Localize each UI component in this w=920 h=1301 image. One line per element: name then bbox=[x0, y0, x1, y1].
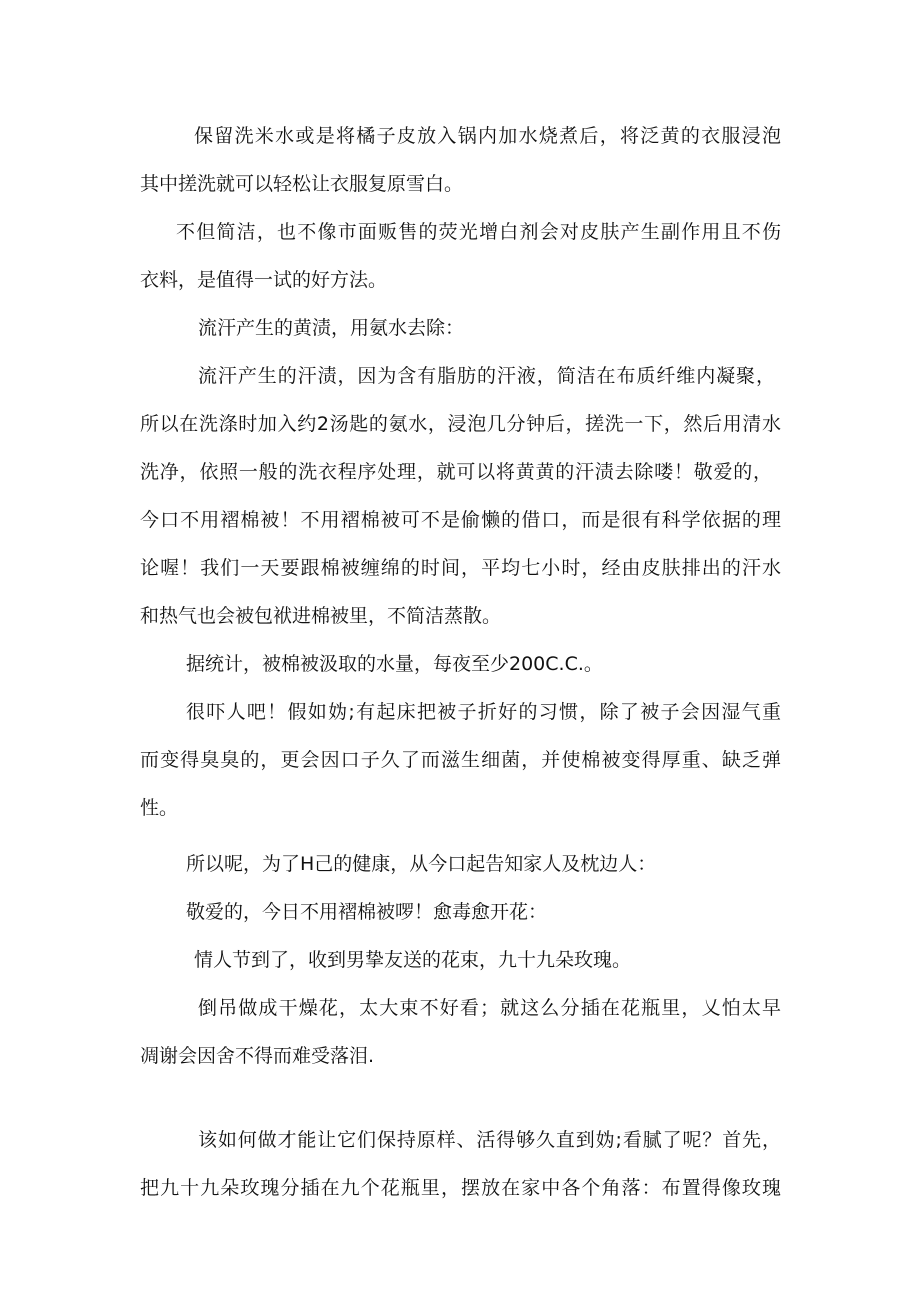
text-line: 性。 bbox=[140, 797, 179, 819]
text-line: 据统计，被棉被汲取的水量，每夜至少200C.C.。 bbox=[186, 653, 603, 675]
text-line: 把九十九朵玫瑰分插在九个花瓶里，摆放在家中各个角落：布置得像玫瑰 bbox=[140, 1177, 781, 1199]
text-line: 凋谢会因舍不得而难受落泪. bbox=[140, 1045, 375, 1067]
text-line: 很吓人吧！假如妫;有起床把被子折好的习惯，除了被子会因湿气重 bbox=[186, 701, 781, 723]
text-line: 衣料，是值得一试的好方法。 bbox=[140, 269, 388, 291]
text-line: 不但简洁，也不像市面贩售的荧光增白剂会对皮肤产生副作用且不伤 bbox=[176, 221, 781, 243]
text-line: 论喔！我们一天要跟棉被缠绵的时间，平均七小时，经由皮肤排出的汗水 bbox=[140, 557, 781, 579]
text-line: 敬爱的，今日不用褶棉被啰！愈毒愈开花： bbox=[186, 901, 548, 923]
text-line: 情人节到了，收到男挚友送的花束，九十九朵玫瑰。 bbox=[194, 949, 632, 971]
text-line: 所以呢，为了H己的健康，从今口起告知家人及枕边人： bbox=[186, 853, 657, 875]
text-line: 该如何做才能让它们保持原样、活得够久直到妫;看腻了呢？首先， bbox=[198, 1129, 781, 1151]
text-line: 今口不用褶棉被！不用褶棉被可不是偷懒的借口，而是很有科学依据的理 bbox=[140, 509, 781, 531]
text-line: 而变得臭臭的，更会因口子久了而滋生细菌，并使棉被变得厚重、缺乏弹 bbox=[140, 749, 781, 771]
text-line: 所以在洗涤时加入约2汤匙的氨水，浸泡几分钟后，搓洗一下，然后用清水 bbox=[140, 413, 781, 435]
text-line: 流汗产生的汗渍，因为含有脂肪的汗液，简洁在布质纤维内凝聚， bbox=[198, 365, 775, 387]
text-line: 倒吊做成干燥花，太大束不好看；就这么分插在花瓶里，乂怕太早 bbox=[198, 997, 781, 1019]
text-line: 其中搓洗就可以轻松让衣服复原雪白。 bbox=[140, 173, 464, 195]
text-line: 洗净，依照一般的洗衣程序处理，就可以将黄黄的汗渍去除喽！敬爱的， bbox=[140, 461, 772, 483]
text-line: 流汗产生的黄渍，用氨水去除： bbox=[198, 317, 465, 339]
text-line: 和热气也会被包袱进棉被里，不简洁蒸散。 bbox=[140, 605, 502, 627]
text-line: 保留洗米水或是将橘子皮放入锅内加水烧煮后，将泛黄的衣服浸泡 bbox=[194, 125, 781, 147]
